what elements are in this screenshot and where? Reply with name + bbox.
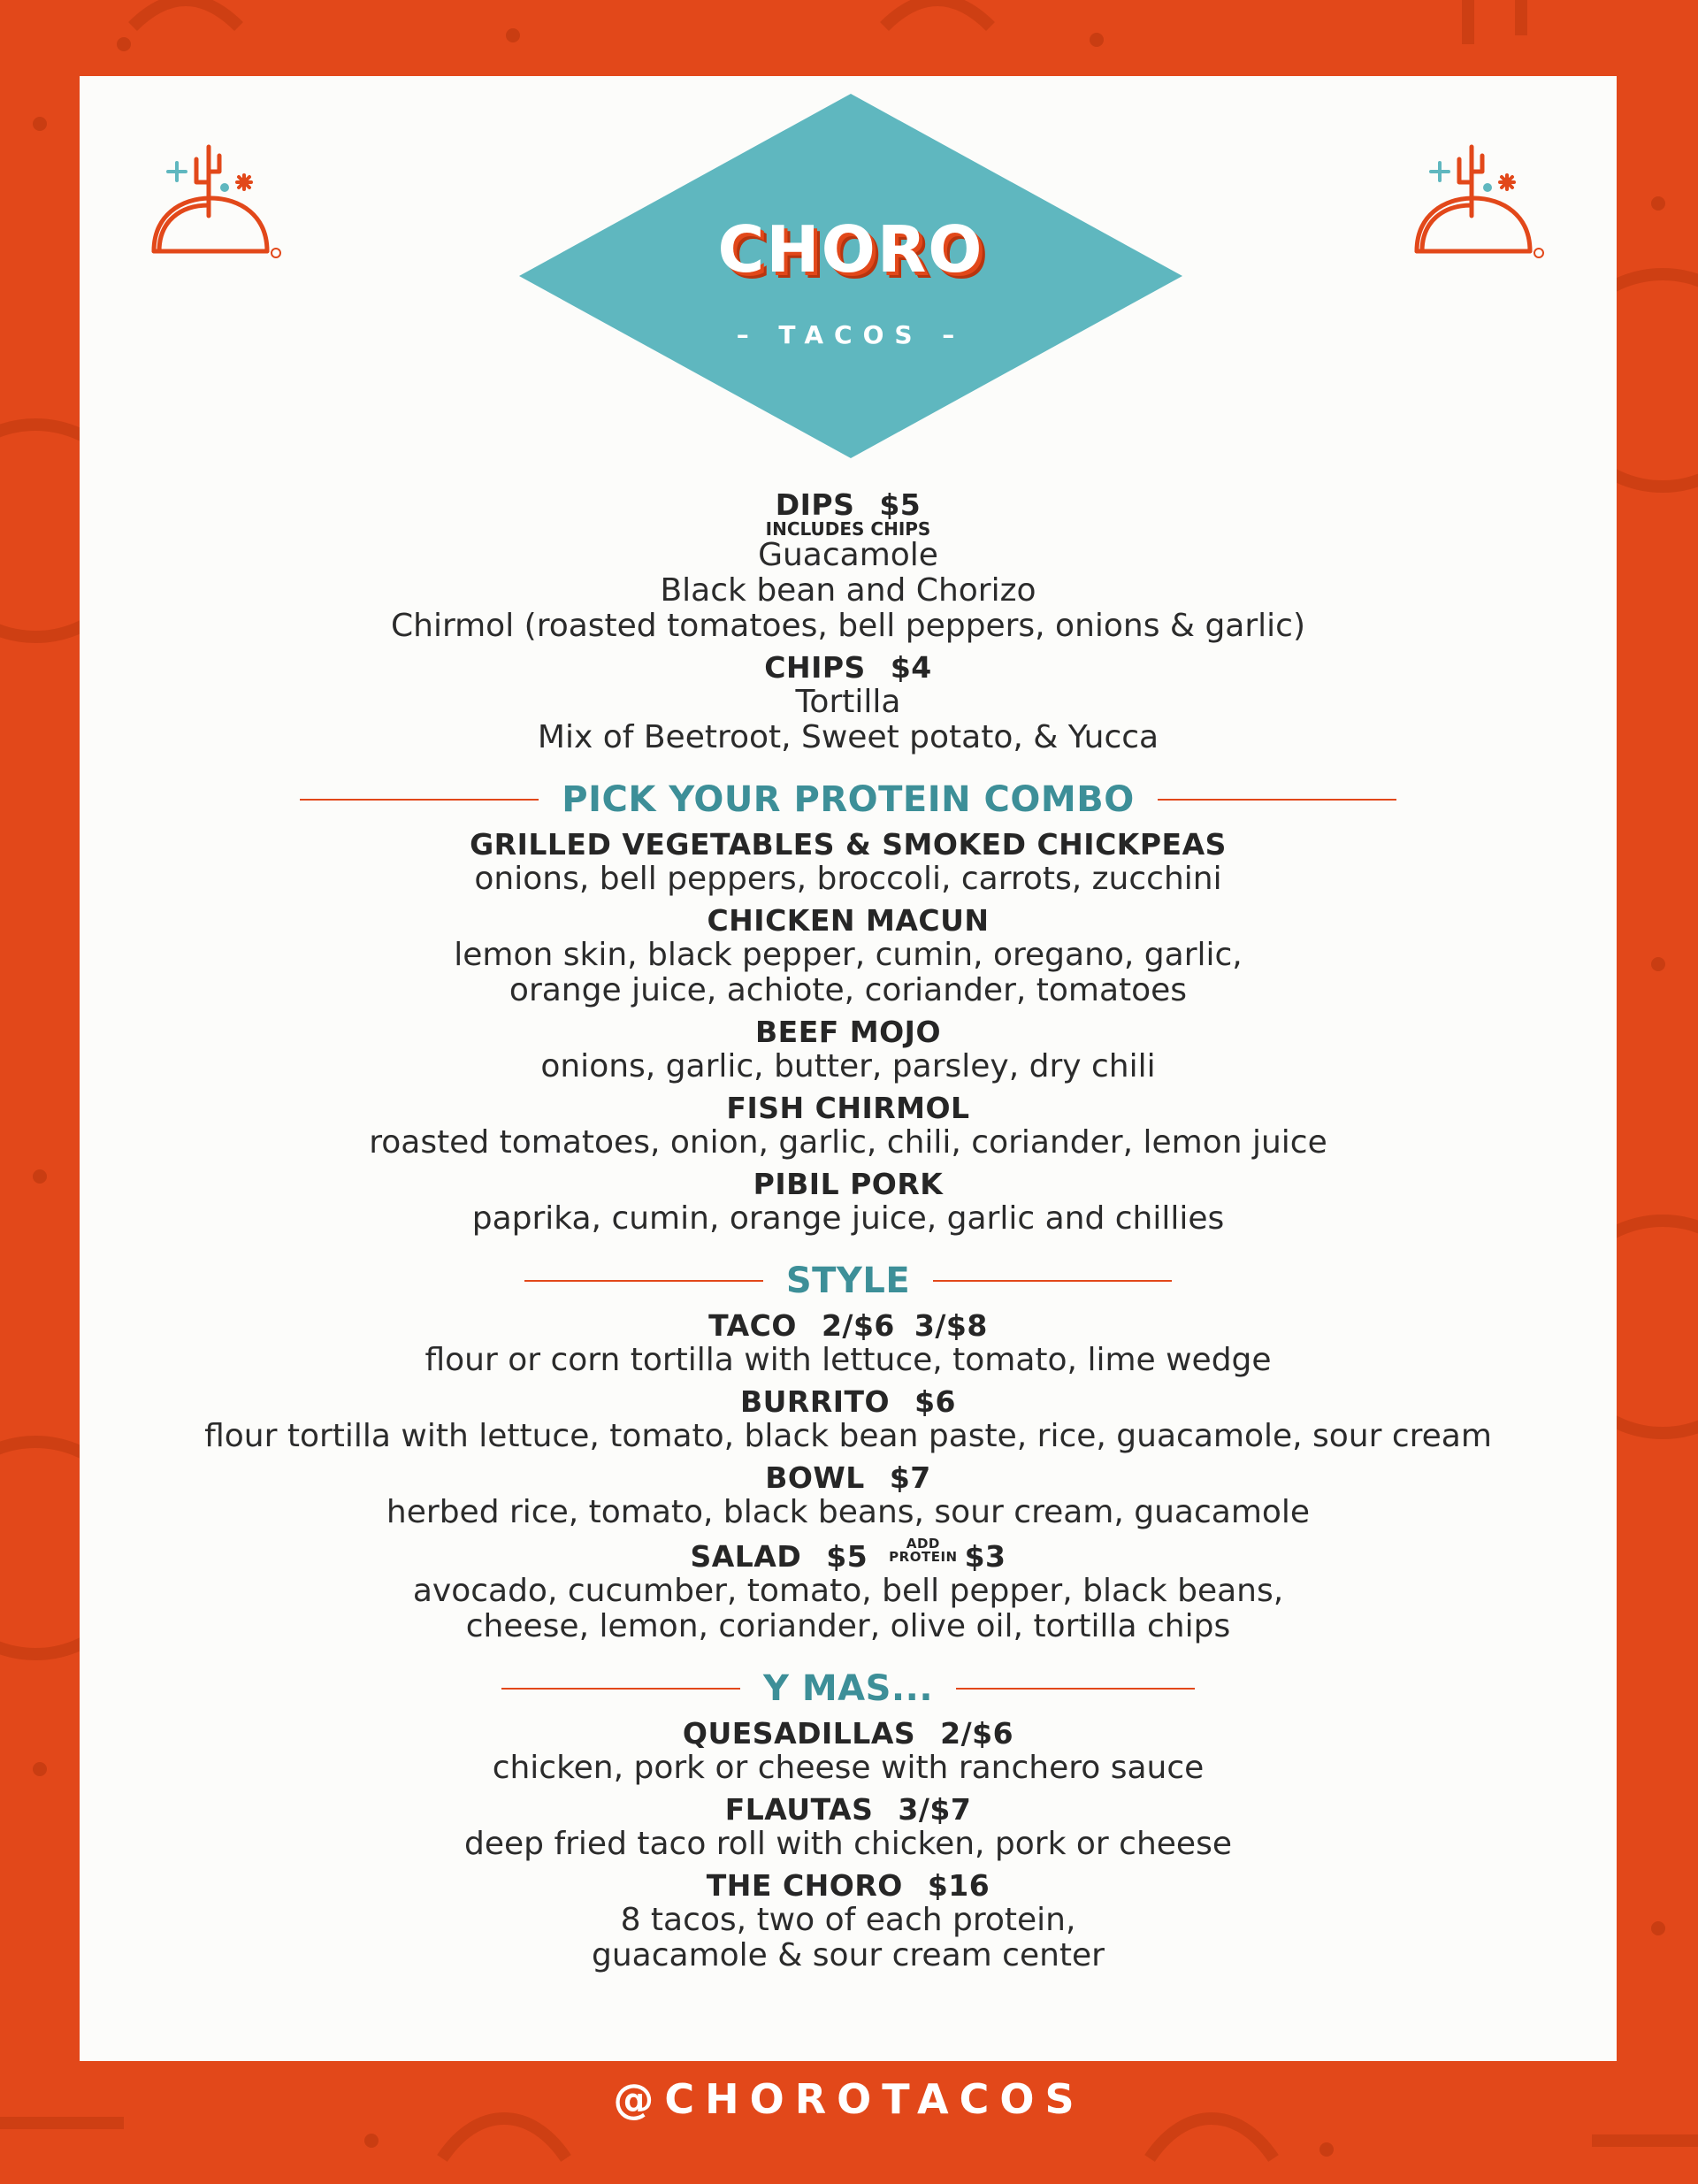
- section-title: PICK YOUR PROTEIN COMBO: [562, 779, 1135, 820]
- divider-rule: [524, 1280, 763, 1282]
- item-name: SALAD: [690, 1539, 802, 1574]
- menu-card: [80, 76, 1617, 2061]
- item-price: $5: [826, 1539, 868, 1574]
- item-price: 3/$7: [898, 1792, 972, 1827]
- item-description: flour or corn tortilla with lettuce, tomato, lime wedge: [424, 1342, 1272, 1378]
- item-description: roasted tomatoes, onion, garlic, chili, coriander, lemon juice: [369, 1124, 1327, 1161]
- brand-name: CHORO: [717, 212, 984, 287]
- cactus-taco-logo-icon: [133, 120, 301, 288]
- item-name: FLAUTAS: [724, 1792, 874, 1827]
- item-price: $3: [964, 1539, 1006, 1574]
- menu-item-title: FISH CHIRMOL: [726, 1091, 970, 1125]
- menu-content: [80, 481, 1617, 1973]
- item-description: deep fried taco roll with chicken, pork or cheese: [464, 1826, 1232, 1862]
- item-price: $16: [927, 1868, 990, 1903]
- cactus-taco-logo-icon: [1396, 120, 1564, 288]
- menu-item-title: BEEF MOJO: [755, 1015, 941, 1049]
- menu-item-title: [80, 1385, 1617, 1419]
- divider-rule: [933, 1280, 1172, 1282]
- item-description: lemon skin, black pepper, cumin, oregano, garlic,: [454, 937, 1243, 973]
- item-description: flour tortilla with lettuce, tomato, black bean paste, rice, guacamole, sour cream: [204, 1418, 1492, 1454]
- menu-item-title: PIBIL PORK: [753, 1167, 944, 1201]
- item-description: avocado, cucumber, tomato, bell pepper, black beans,: [412, 1573, 1284, 1609]
- item-price: 3/$8: [914, 1308, 988, 1343]
- item-description: Guacamole: [758, 537, 938, 573]
- item-name: BOWL: [765, 1460, 865, 1495]
- add-protein-note: [889, 1537, 957, 1564]
- divider-rule: [300, 799, 539, 801]
- item-description: Mix of Beetroot, Sweet potato, & Yucca: [537, 719, 1159, 755]
- item-description: onions, garlic, butter, parsley, dry chili: [540, 1048, 1156, 1084]
- item-name: TACO: [708, 1308, 797, 1343]
- menu-item-title: GRILLED VEGETABLES & SMOKED CHICKPEAS: [470, 827, 1227, 862]
- section-title: Y MAS...: [762, 1668, 934, 1709]
- item-name: QUESADILLAS: [682, 1716, 916, 1751]
- add-note-bottom: PROTEIN: [889, 1549, 958, 1565]
- menu-item-title: [80, 1869, 1617, 1903]
- menu-item-title: [80, 1717, 1617, 1751]
- item-description: Black bean and Chorizo: [660, 572, 1036, 609]
- menu-item-title: [80, 488, 1617, 522]
- menu-item-title: [80, 1537, 1617, 1574]
- brand-diamond: [519, 94, 1182, 458]
- item-description: Tortilla: [795, 684, 901, 720]
- item-description: cheese, lemon, coriander, olive oil, tortilla chips: [465, 1608, 1231, 1644]
- section-header-protein: [80, 778, 1617, 821]
- item-description: orange juice, achiote, coriander, tomatoes: [509, 972, 1188, 1008]
- item-description: herbed rice, tomato, black beans, sour cream, guacamole: [386, 1494, 1311, 1530]
- item-price: $4: [890, 650, 932, 685]
- add-note-top: ADD: [906, 1536, 940, 1552]
- section-header-mas: [80, 1667, 1617, 1710]
- item-description: guacamole & sour cream center: [592, 1937, 1105, 1973]
- item-description: chicken, pork or cheese with ranchero sauce: [492, 1750, 1205, 1786]
- item-description: paprika, cumin, orange juice, garlic and chillies: [471, 1200, 1225, 1237]
- menu-item-title: CHICKEN MACUN: [707, 903, 990, 938]
- brand-subtitle: – TACOS –: [736, 320, 966, 349]
- divider-rule: [1158, 799, 1396, 801]
- item-description: 8 tacos, two of each protein,: [620, 1902, 1076, 1938]
- divider-rule: [956, 1688, 1195, 1690]
- menu-item-title: [80, 1793, 1617, 1827]
- item-price: 2/$6: [940, 1716, 1014, 1751]
- menu-item-title: [80, 651, 1617, 685]
- item-name: THE CHORO: [706, 1868, 903, 1903]
- item-name: BURRITO: [739, 1384, 891, 1419]
- menu-item-title: [80, 1309, 1617, 1343]
- item-description: onions, bell peppers, broccoli, carrots, zucchini: [474, 861, 1222, 897]
- section-title: STYLE: [785, 1261, 911, 1301]
- item-name: CHIPS: [764, 650, 866, 685]
- item-price: 2/$6: [821, 1308, 895, 1343]
- divider-rule: [501, 1688, 740, 1690]
- item-description: Chirmol (roasted tomatoes, bell peppers, onions & garlic): [390, 608, 1305, 644]
- item-price: $6: [914, 1384, 957, 1419]
- section-header-style: [80, 1260, 1617, 1302]
- item-name: DIPS: [775, 487, 855, 522]
- social-handle: @CHOROTACOS: [613, 2075, 1085, 2123]
- item-price: $5: [879, 487, 922, 522]
- menu-item-title: [80, 1461, 1617, 1495]
- item-price: $7: [889, 1460, 931, 1495]
- item-note: INCLUDES CHIPS: [765, 518, 931, 540]
